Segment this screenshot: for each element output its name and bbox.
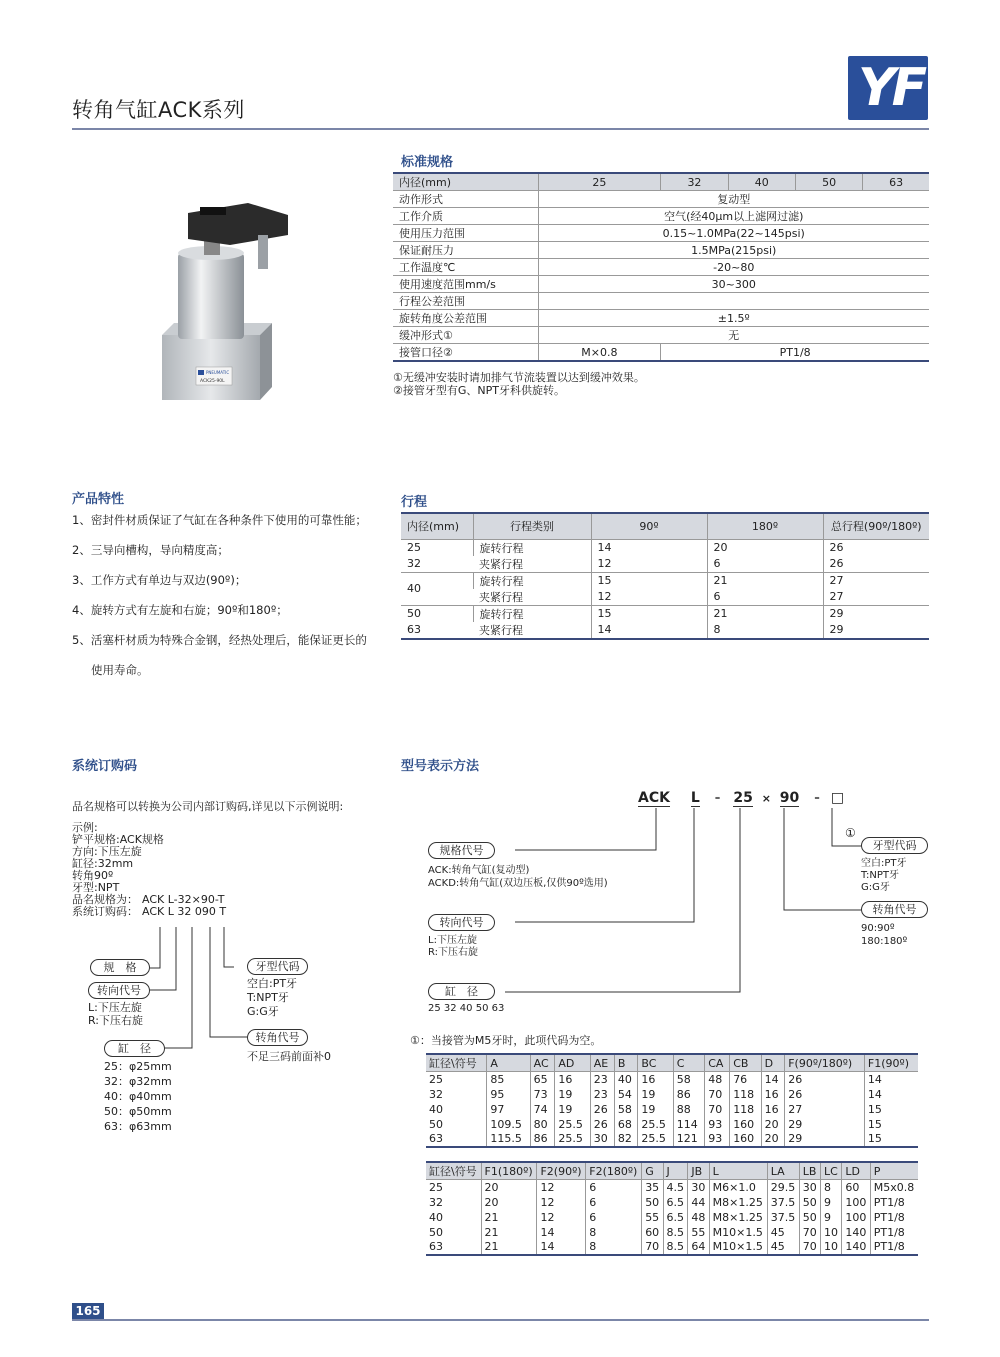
dim-row: [426, 1087, 918, 1102]
stroke-cell: 21: [707, 605, 823, 622]
dim-cell: 14: [537, 1240, 586, 1255]
dim-header: LD: [842, 1162, 870, 1180]
model-note: ①：当接管为M5牙时，此项代码为空。: [410, 1034, 602, 1047]
stroke-header: 内径(mm): [401, 513, 473, 539]
features-heading: 产品特性: [72, 492, 125, 507]
dim-header: G: [642, 1162, 663, 1180]
dim-cell: 70: [705, 1102, 730, 1117]
dim-cell: 12: [537, 1210, 586, 1225]
code-label: 系统订购码：: [72, 905, 138, 918]
dim-cell: 40: [614, 1072, 638, 1087]
example-line: 缸径:32mm: [72, 857, 134, 870]
dim-cell: 118: [730, 1087, 761, 1102]
spec-row-value: -20~80: [538, 259, 929, 276]
dim-header: CA: [705, 1054, 730, 1072]
example-line: 转角90º: [72, 869, 114, 882]
spec-bore: 25: [538, 173, 661, 191]
dim-cell: 12: [537, 1195, 586, 1210]
model-angle-options: 90:90º 180:180º: [861, 923, 908, 947]
dim-cell: 109.5: [487, 1117, 530, 1132]
dim-cell: 45: [767, 1240, 799, 1255]
spec-row-label: 使用压力范围: [393, 225, 538, 242]
footer-divider: [72, 1319, 929, 1321]
dim-cell: 55: [688, 1225, 709, 1240]
feature-item: 使用寿命。: [91, 663, 149, 677]
svg-text:ACK25-90L: ACK25-90L: [200, 379, 225, 384]
spec-header-label: 内径(mm): [393, 173, 538, 191]
stroke-cell: 27: [823, 572, 929, 589]
stroke-cell: 14: [591, 539, 707, 556]
dim-cell: 6: [586, 1210, 642, 1225]
dim-cell: 74: [530, 1102, 555, 1117]
dim-cell: M10×1.5: [709, 1240, 767, 1255]
example-line: 示例:: [72, 821, 98, 834]
order-tag-spec: 规 格: [90, 959, 150, 976]
stroke-cell: 15: [591, 572, 707, 589]
dim-header: JB: [688, 1162, 709, 1180]
dim-cell: 20: [481, 1180, 537, 1195]
order-thread-options: 空白:PT牙 T:NPT牙 G:G牙: [247, 977, 298, 1018]
dim-cell: 16: [761, 1087, 785, 1102]
dim-cell: PT1/8: [870, 1225, 918, 1240]
dim-cell: 19: [638, 1087, 673, 1102]
model-code: ACK L - 25 × 90 - □: [638, 790, 845, 806]
dim-cell: 86: [673, 1087, 704, 1102]
dim-cell: 10: [821, 1240, 842, 1255]
dim-cell: M8×1.25: [709, 1210, 767, 1225]
stroke-cell: 15: [591, 605, 707, 622]
dim-row: [426, 1132, 918, 1147]
dim-cell: 93: [705, 1132, 730, 1147]
dim-header: LB: [799, 1162, 820, 1180]
dim-cell: 68: [614, 1117, 638, 1132]
dim-cell: 25: [429, 1180, 443, 1194]
stroke-cell: 12: [591, 589, 707, 606]
dim-cell: 19: [555, 1102, 590, 1117]
dim-cell: M8×1.25: [709, 1195, 767, 1210]
dim-cell: 16: [761, 1102, 785, 1117]
dim-cell: 15: [864, 1132, 918, 1147]
dim-cell: 73: [530, 1087, 555, 1102]
dim-cell: 114: [673, 1117, 704, 1132]
dim-cell: 140: [842, 1225, 870, 1240]
stroke-bore: 50 63: [401, 605, 473, 639]
model-thread-options: 空白:PT牙 T:NPT牙 G:G牙: [861, 858, 907, 893]
dim-cell: 70: [705, 1087, 730, 1102]
dim-cell: 37.5: [767, 1195, 799, 1210]
dim-row: [426, 1195, 918, 1210]
dim-header: BC: [638, 1054, 673, 1072]
stroke-type: 旋转行程: [473, 572, 591, 589]
dim-cell: 118: [730, 1102, 761, 1117]
dim-cell: 140: [842, 1240, 870, 1255]
stroke-cell: 6: [707, 556, 823, 573]
feature-item: 1、密封件材质保证了气缸在各种条件下使用的可靠性能；: [72, 513, 367, 527]
dim-cell: 25: [429, 1072, 443, 1086]
dim-header: LA: [767, 1162, 799, 1180]
order-direction-options: L:下压左旋 R:下压右旋: [88, 1001, 144, 1027]
dim-cell: 100: [842, 1210, 870, 1225]
dim-cell: 9: [821, 1210, 842, 1225]
dim-header: L: [709, 1162, 767, 1180]
dim-cell: 63: [426, 1132, 487, 1147]
brand-logo: YF: [848, 56, 928, 120]
dim-cell: 32: [429, 1087, 443, 1101]
stroke-type: 旋转行程: [473, 605, 591, 622]
dim-cell: 64: [688, 1240, 709, 1255]
order-heading: 系统订购码: [72, 759, 138, 774]
dim-cell: 6.5: [663, 1195, 688, 1210]
dim-cell: 20: [761, 1117, 785, 1132]
dim-cell: 19: [638, 1102, 673, 1117]
feature-item: 2、三导向槽构，导向精度高；: [72, 543, 229, 557]
spec-port-label: 接管口径②: [393, 344, 538, 362]
dim-cell: 26: [590, 1117, 614, 1132]
stroke-cell: 26: [823, 556, 929, 573]
name-label: 品名规格为：: [72, 893, 138, 906]
dim-row: [426, 1072, 918, 1087]
dim-cell: 19: [555, 1087, 590, 1102]
dim-cell: M6×1.0: [709, 1180, 767, 1195]
stroke-cell: 12: [591, 556, 707, 573]
dim-cell: 16: [555, 1072, 590, 1087]
dim-cell: 95: [487, 1087, 530, 1102]
spec-row-value: ±1.5º: [538, 310, 929, 327]
dim-header: CB: [730, 1054, 761, 1072]
dim-cell: 70: [799, 1240, 820, 1255]
spec-row-value: 复动型: [538, 191, 929, 208]
dimension-table-1: [426, 1053, 918, 1148]
dim-header: A: [487, 1054, 530, 1072]
spec-row-value: 1.5MPa(215psi): [538, 242, 929, 259]
dim-cell: 26: [785, 1087, 865, 1102]
dim-cell: 29: [785, 1132, 865, 1147]
model-tag-spec: 规格代号: [428, 842, 495, 859]
dim-cell: M10×1.5: [709, 1225, 767, 1240]
example-line: 铲平规格:ACK规格: [72, 833, 164, 846]
dim-row: [426, 1117, 918, 1132]
feature-item: 4、旋转方式有左旋和右旋；90º和180º；: [72, 603, 288, 617]
dim-cell: 25.5: [555, 1117, 590, 1132]
stroke-cell: 20: [707, 539, 823, 556]
dim-cell: 70: [799, 1225, 820, 1240]
spec-row-label: 使用速度范围mm/s: [393, 276, 538, 293]
stroke-type: 夹紧行程: [473, 556, 591, 573]
dim-cell: 6: [586, 1180, 642, 1195]
dim-cell: 40: [429, 1210, 443, 1224]
page-title: 转角气缸ACK系列: [72, 98, 245, 122]
dim-cell: 50: [799, 1195, 820, 1210]
stroke-cell: 27: [823, 589, 929, 606]
dim-cell: 8.5: [663, 1240, 688, 1255]
dim-cell: 25.5: [638, 1117, 673, 1132]
dim-cell: 12: [537, 1180, 586, 1195]
dim-cell: 48: [705, 1072, 730, 1087]
spec-port-value: PT1/8: [661, 344, 929, 362]
dim-cell: PT1/8: [870, 1240, 918, 1255]
model-tag-bore: 缸 径: [428, 983, 495, 1000]
dim-cell: 65: [530, 1072, 555, 1087]
stroke-cell: 26: [823, 539, 929, 556]
stroke-header: 行程类别: [473, 513, 591, 539]
dim-cell: 26: [590, 1102, 614, 1117]
spec-row-label: 保证耐压力: [393, 242, 538, 259]
model-direction-options: L:下压左旋 R:下压右旋: [428, 935, 479, 958]
dim-cell: 50: [429, 1117, 443, 1131]
svg-text:PNEUMATIC: PNEUMATIC: [206, 370, 230, 375]
code-value: ACK L 32 090 T: [142, 905, 227, 918]
dim-cell: 8: [821, 1180, 842, 1195]
dim-cell: 27: [785, 1102, 865, 1117]
dim-row: [426, 1210, 918, 1225]
model-circle-mark: ①: [845, 826, 856, 840]
spec-bore: 63: [863, 173, 929, 191]
model-tag-angle: 转角代号: [861, 901, 928, 918]
dim-cell: 4.5: [663, 1180, 688, 1195]
dim-cell: 63: [426, 1240, 481, 1255]
dim-cell: 14: [537, 1225, 586, 1240]
dim-cell: 40: [429, 1102, 443, 1116]
spec-row-label: 缓冲形式①: [393, 327, 538, 344]
spec-port-value: M×0.8: [538, 344, 661, 362]
dim-cell: 85: [487, 1072, 530, 1087]
stroke-bore: 40: [401, 572, 473, 605]
spec-row-value: 无: [538, 327, 929, 344]
dim-cell: 25.5: [555, 1132, 590, 1147]
dim-cell: 88: [673, 1102, 704, 1117]
dim-cell: 14: [761, 1072, 785, 1087]
dim-cell: 48: [688, 1210, 709, 1225]
dim-header: F(90º/180º): [785, 1054, 865, 1072]
feature-item: 5、活塞杆材质为特殊合金钢，经热处理后，能保证更长的: [72, 633, 367, 647]
dim-cell: 21: [481, 1210, 537, 1225]
model-tag-thread: 牙型代码: [861, 837, 928, 854]
dim-cell: 30: [799, 1180, 820, 1195]
stroke-cell: 6: [707, 589, 823, 606]
dim-header: J: [663, 1162, 688, 1180]
dim-cell: 16: [638, 1072, 673, 1087]
feature-item: 3、工作方式有单边与双边(90º)；: [72, 573, 247, 587]
dim-cell: 25.5: [638, 1132, 673, 1147]
order-intro: 品名规格可以转换为公司内部订购码,详见以下示例说明:: [72, 800, 344, 813]
stroke-header: 总行程(90º/180º): [823, 513, 929, 539]
spec-row-label: 行程公差范围: [393, 293, 538, 310]
stroke-cell: 14: [591, 622, 707, 639]
dim-header: 缸径\符号: [426, 1054, 487, 1072]
dim-cell: M5x0.8: [870, 1180, 918, 1195]
dim-cell: 32: [429, 1195, 443, 1209]
dim-row: [426, 1180, 918, 1195]
dim-cell: 6.5: [663, 1210, 688, 1225]
dim-row: [426, 1240, 918, 1255]
dim-cell: 93: [705, 1117, 730, 1132]
spec-row-value: 空气(经40μm以上滤网过滤): [538, 208, 929, 225]
order-bore-options: 25：φ25mm 32：φ32mm 40：φ40mm 50：φ50mm 63：φ63mm: [104, 1060, 172, 1133]
stroke-type: 夹紧行程: [473, 622, 591, 639]
dim-cell: 23: [590, 1087, 614, 1102]
dim-cell: 21: [481, 1225, 537, 1240]
dim-header: 缸径\符号: [426, 1162, 481, 1180]
spec-row-value: 30~300: [538, 276, 929, 293]
example-line: 牙型:NPT: [72, 881, 120, 894]
dim-cell: 35: [642, 1180, 663, 1195]
order-tag-angle: 转角代号: [247, 1029, 308, 1046]
dim-row: [426, 1225, 918, 1240]
spec-row-value: 0.15~1.0MPa(22~145psi): [538, 225, 929, 242]
dim-cell: 115.5: [487, 1132, 530, 1147]
dim-cell: 100: [842, 1195, 870, 1210]
dim-row: [426, 1102, 918, 1117]
dim-cell: 55: [642, 1210, 663, 1225]
dim-cell: 44: [688, 1195, 709, 1210]
name-value: ACK L-32×90-T: [142, 893, 225, 906]
model-tag-direction: 转向代号: [428, 914, 495, 931]
dim-cell: 26: [785, 1072, 865, 1087]
stroke-heading: 行程: [401, 495, 428, 510]
example-line: 方向:下压左旋: [72, 845, 142, 858]
page-number: 165: [72, 1303, 104, 1320]
dim-cell: 45: [767, 1225, 799, 1240]
stroke-type: 旋转行程: [473, 539, 591, 556]
dim-header: AD: [555, 1054, 590, 1072]
stroke-cell: 21: [707, 572, 823, 589]
dim-cell: 14: [864, 1087, 918, 1102]
dim-header: F2(180º): [586, 1162, 642, 1180]
dim-cell: PT1/8: [870, 1210, 918, 1225]
dim-header: F2(90º): [537, 1162, 586, 1180]
dim-cell: 10: [821, 1225, 842, 1240]
spec-note: ②接管牙型有G、NPT牙科供旋转。: [393, 384, 565, 397]
model-heading: 型号表示方法: [401, 759, 480, 774]
dim-cell: 8: [586, 1225, 642, 1240]
dim-cell: 20: [481, 1195, 537, 1210]
dim-cell: 29: [785, 1117, 865, 1132]
spec-heading: 标准规格: [401, 155, 454, 170]
dim-cell: 54: [614, 1087, 638, 1102]
dim-cell: 60: [842, 1180, 870, 1195]
spec-bore: 40: [728, 173, 795, 191]
dim-cell: 15: [864, 1102, 918, 1117]
spec-bore: 50: [795, 173, 862, 191]
dim-header: P: [870, 1162, 918, 1180]
dim-header: C: [673, 1054, 704, 1072]
dim-cell: 8: [586, 1240, 642, 1255]
dim-header: F1(90º): [864, 1054, 918, 1072]
dim-header: AE: [590, 1054, 614, 1072]
dim-header: F1(180º): [481, 1162, 537, 1180]
spec-note: ①无缓冲安装时请加排气节流装置以达到缓冲效果。: [393, 371, 645, 384]
dim-cell: 58: [614, 1102, 638, 1117]
dim-cell: 6: [586, 1195, 642, 1210]
dim-cell: 58: [673, 1072, 704, 1087]
dim-cell: 50: [799, 1210, 820, 1225]
stroke-type: 夹紧行程: [473, 589, 591, 606]
dim-cell: 50: [642, 1195, 663, 1210]
dim-cell: 160: [730, 1132, 761, 1147]
spec-row-label: 旋转角度公差范围: [393, 310, 538, 327]
order-angle-note: 不足三码前面补0: [247, 1050, 331, 1063]
order-tag-thread: 牙型代码: [247, 958, 308, 975]
dim-cell: 9: [821, 1195, 842, 1210]
dim-cell: 97: [487, 1102, 530, 1117]
dim-cell: 50: [429, 1225, 443, 1239]
dim-header: B: [614, 1054, 638, 1072]
dim-cell: 30: [688, 1180, 709, 1195]
order-tag-bore: 缸 径: [104, 1040, 165, 1057]
dim-cell: 76: [730, 1072, 761, 1087]
spec-bore: 32: [661, 173, 728, 191]
model-spec-options: ACK:转角气缸(复动型) ACKD:转角气缸(双边压板,仅供90º选用): [428, 865, 608, 889]
dim-cell: 21: [481, 1240, 537, 1255]
dim-cell: 30: [590, 1132, 614, 1147]
dim-cell: 121: [673, 1132, 704, 1147]
model-bore-options: 25 32 40 50 63: [428, 1003, 505, 1014]
dim-cell: 15: [864, 1117, 918, 1132]
dim-cell: 160: [730, 1117, 761, 1132]
stroke-cell: 29: [823, 622, 929, 639]
stroke-bore: 25 32: [401, 539, 473, 572]
dim-cell: 70: [642, 1240, 663, 1255]
stroke-cell: 8: [707, 622, 823, 639]
dim-cell: 37.5: [767, 1210, 799, 1225]
dim-cell: PT1/8: [870, 1195, 918, 1210]
spec-row-label: 动作形式: [393, 191, 538, 208]
dim-header: AC: [530, 1054, 555, 1072]
stroke-header: 90º: [591, 513, 707, 539]
dim-cell: 29.5: [767, 1180, 799, 1195]
dim-cell: 14: [864, 1072, 918, 1087]
dim-header: LC: [821, 1162, 842, 1180]
order-example: [72, 822, 226, 918]
dimension-table-2: [426, 1161, 918, 1256]
order-tag-direction: 转向代号: [88, 982, 150, 999]
dim-cell: 23: [590, 1072, 614, 1087]
stroke-cell: 29: [823, 605, 929, 622]
stroke-header: 180º: [707, 513, 823, 539]
spec-row-label: 工作介质: [393, 208, 538, 225]
dim-cell: 60: [642, 1225, 663, 1240]
spec-row-label: 工作温度℃: [393, 259, 538, 276]
dim-cell: 82: [614, 1132, 638, 1147]
dim-cell: 8.5: [663, 1225, 688, 1240]
dim-cell: 80: [530, 1117, 555, 1132]
dim-cell: 86: [530, 1132, 555, 1147]
dim-header: D: [761, 1054, 785, 1072]
dim-cell: 20: [761, 1132, 785, 1147]
